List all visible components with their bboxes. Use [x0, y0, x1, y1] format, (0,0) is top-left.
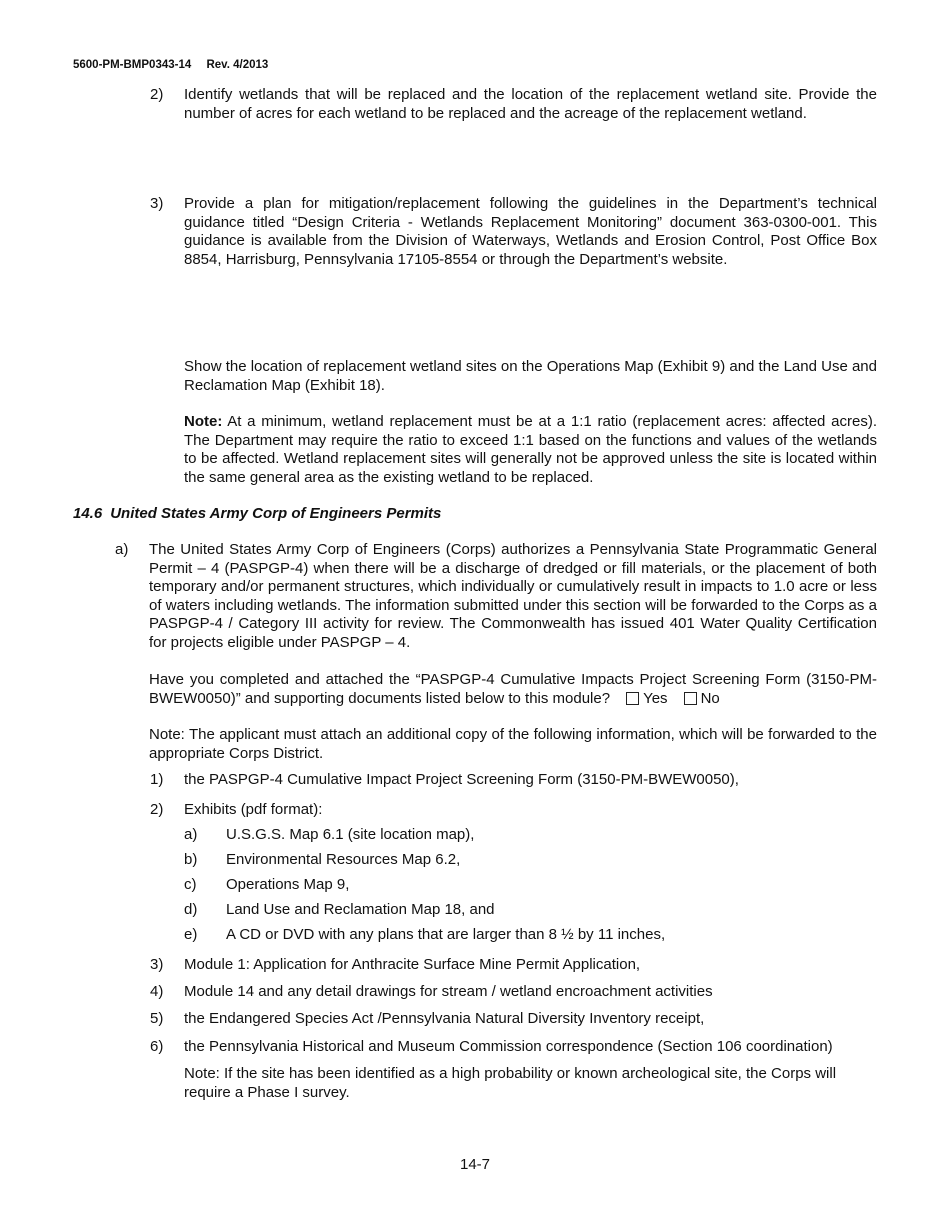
form-code: 5600-PM-BMP0343-14 [73, 59, 192, 71]
list-number: 4) [150, 983, 164, 1000]
list-number: 3) [150, 956, 164, 973]
exhibit-letter: b) [184, 851, 198, 868]
note-ratio [184, 413, 877, 487]
list-item: the PASPGP-4 Cumulative Impact Project Screening Form (3150-PM-BWEW0050), [184, 771, 739, 788]
exhibit-letter: d) [184, 901, 198, 918]
list-item: Module 14 and any detail drawings for stream / wetland encroachment activities [184, 983, 713, 1000]
list-item: the Endangered Species Act /Pennsylvania Natural Diversity Inventory receipt, [184, 1010, 705, 1027]
list-number: 5) [150, 1010, 164, 1027]
form-header [73, 56, 280, 75]
list-number: 1) [150, 771, 164, 788]
corps-permit-text: The United States Army Corp of Engineers (Corps) authorizes a Pennsylvania State Programmatic General Permit – 4 (PASPGP-4) when there will be a discharge of dredged or fill materials, or the placement of both temporary and/or permanent structures, which individually or cumulatively result in impacts to 1.0 acre or less of waters including wetlands. The information submitted under this section will be forwarded to the Corps as a PASPGP-4 / Category III activity for review. The Commonwealth has issued 401 Water Quality Certification for projects eligible under PASPGP – 4. [149, 541, 877, 651]
note-label: Note: [184, 413, 223, 430]
question-text: Have you completed and attached the “PASPGP-4 Cumulative Impacts Project Screening Form (3150-PM-BWEW0050)” and supporting documents listed below to this module? [149, 671, 877, 707]
form-revision: Rev. 4/2013 [206, 59, 269, 71]
yes-label: Yes [643, 689, 668, 707]
item-number: 2) [150, 86, 164, 103]
exhibit-item: Environmental Resources Map 6.2, [226, 851, 461, 868]
exhibit-letter: e) [184, 926, 198, 943]
page-number: 14-7 [459, 1156, 491, 1173]
note-attach: Note: The applicant must attach an additional copy of the following information, which will be forwarded to the appropriate Corps District. [149, 726, 877, 762]
list-number: 6) [150, 1038, 164, 1055]
yes-checkbox[interactable] [626, 692, 639, 705]
section-title [73, 505, 441, 524]
no-label: No [700, 689, 720, 707]
screening-form-question [149, 671, 877, 708]
exhibit-item: Operations Map 9, [226, 876, 350, 893]
list-item: the Pennsylvania Historical and Museum Commission correspondence (Section 106 coordination) [184, 1038, 833, 1055]
exhibit-letter: a) [184, 826, 198, 843]
show-location-text: Show the location of replacement wetland sites on the Operations Map (Exhibit 9) and the Land Use and Reclamation Map (Exhibit 18). [184, 358, 877, 394]
exhibit-item: U.S.G.S. Map 6.1 (site location map), [226, 826, 475, 843]
item-text-mitigation-plan: Provide a plan for mitigation/replacement following the guidelines in the Department’s technical guidance titled “Design Criteria - Wetlands Replacement Monitoring” document 363-0300-001. This guidance is available from the Division of Waterways, Wetlands and Erosion Control, Post Office Box 8854, Harrisburg, Pennsylvania 17105-8554 or through the Department’s website. [184, 195, 877, 268]
section-name: United States Army Corp of Engineers Permits [110, 505, 442, 522]
note-ratio-text: At a minimum, wetland replacement must be at a 1:1 ratio (replacement acres: affected acres). The Department may require the ratio to exceed 1:1 based on the functions and values of the wetlands to be affected. Wetland replacement sites will generally not be approved unless the site is located within the same general area as the existing wetland to be replaced. [184, 413, 877, 486]
exhibit-item: A CD or DVD with any plans that are larger than 8 ½ by 11 inches, [226, 926, 666, 943]
exhibit-letter: c) [184, 876, 197, 893]
item-letter: a) [115, 541, 129, 558]
note-archeological: Note: If the site has been identified as a high probability or known archeological site, the Corps will require a Phase I survey. [184, 1065, 837, 1101]
list-item: Exhibits (pdf format): [184, 801, 323, 818]
list-item: Module 1: Application for Anthracite Surface Mine Permit Application, [184, 956, 641, 973]
no-checkbox[interactable] [684, 692, 697, 705]
exhibit-item: Land Use and Reclamation Map 18, and [226, 901, 495, 918]
list-number: 2) [150, 801, 164, 818]
item-number: 3) [150, 195, 164, 212]
item-text-identify-wetlands: Identify wetlands that will be replaced and the location of the replacement wetland site. Provide the number of acres for each wetland to be replaced and the acreage of the replacement wetland. [184, 86, 877, 122]
section-number: 14.6 [73, 505, 103, 522]
